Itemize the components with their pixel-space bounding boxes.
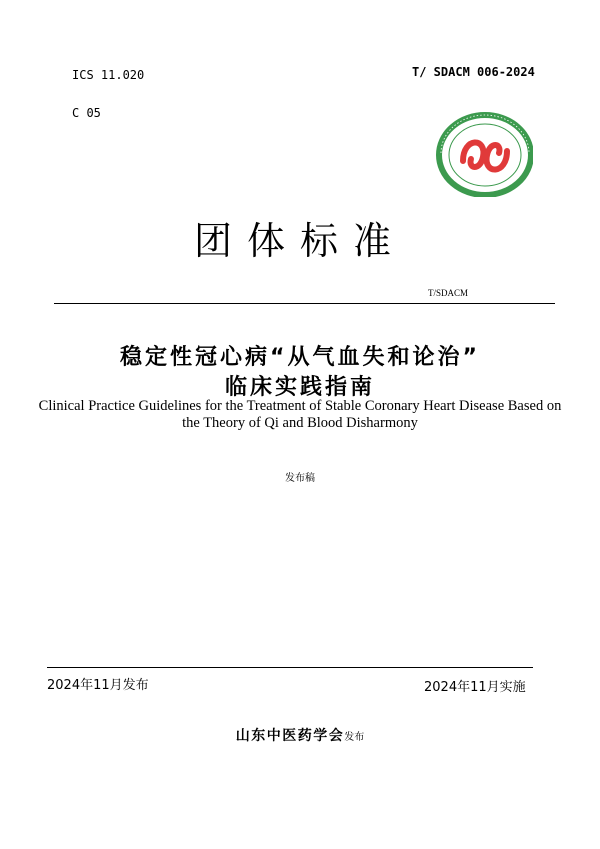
publisher-line xyxy=(0,725,600,745)
bottom-divider xyxy=(47,667,533,668)
title-english: Clinical Practice Guidelines for the Treatment of Stable Coronary Heart Disease Based on the Theory of Qi and Blood Disharmony xyxy=(38,398,562,431)
ics-code: ICS 11.020 xyxy=(72,68,145,82)
document-type-heading: 团体标准 xyxy=(193,219,406,263)
issue-date: 2024年11月发布 xyxy=(47,678,149,693)
publisher-suffix: 发布 xyxy=(344,732,365,743)
standard-number: T/ SDACM 006-2024 xyxy=(412,65,535,79)
title-chinese-line-2: 临床实践指南 xyxy=(224,375,375,400)
association-logo xyxy=(433,111,533,197)
top-divider xyxy=(54,303,555,304)
clc-code: C 05 xyxy=(72,106,101,120)
standard-prefix-code: T/SDACM xyxy=(428,288,469,298)
document-status: 发布稿 xyxy=(285,473,315,484)
title-chinese-line-1: 稳定性冠心病“从气血失和论治” xyxy=(120,345,480,370)
publisher-name: 山东中医药学会 xyxy=(235,728,345,744)
implementation-date: 2024年11月实施 xyxy=(424,680,526,695)
